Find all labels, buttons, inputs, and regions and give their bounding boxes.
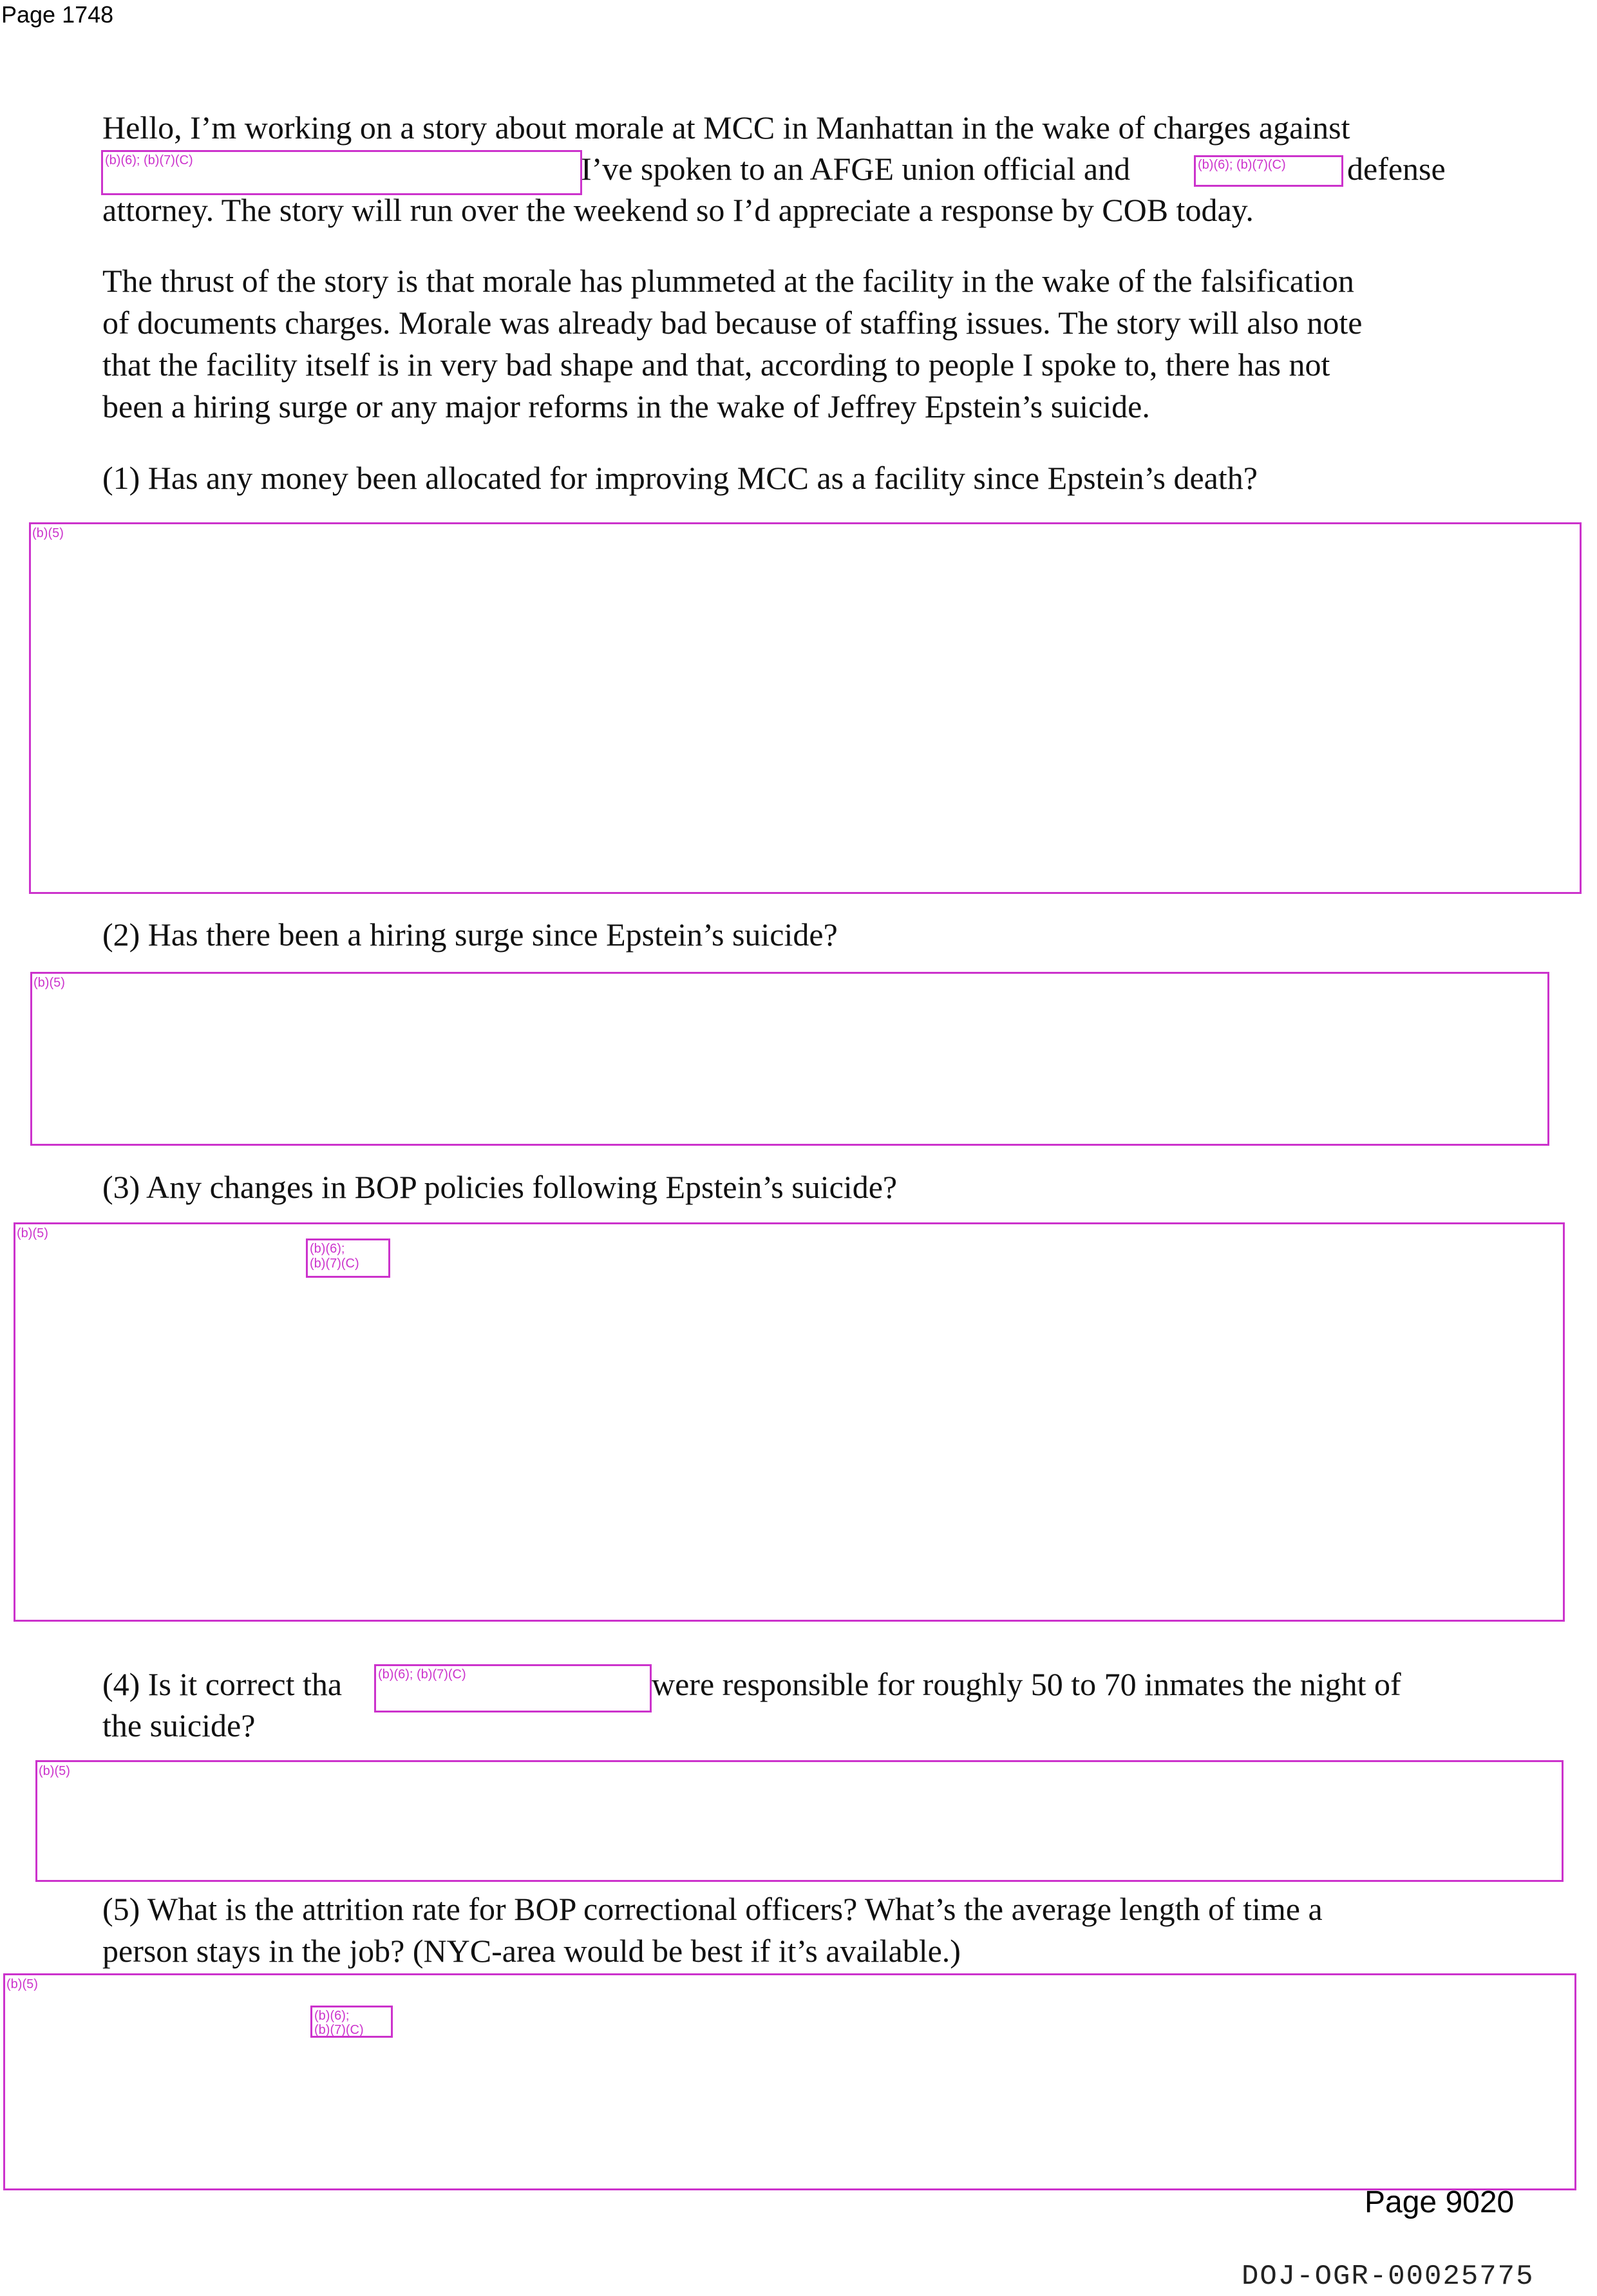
p2-line4: been a hiring surge or any major reforms in the wake of Jeffrey Epstein’s suicide. bbox=[102, 388, 1150, 424]
redaction-code: (b)(5) bbox=[32, 526, 64, 540]
p1-line2-end: defense bbox=[1347, 151, 1446, 187]
redaction-box-r8 bbox=[35, 1760, 1564, 1882]
redaction-box-r5 bbox=[14, 1222, 1565, 1622]
redaction-box-r7 bbox=[374, 1664, 652, 1713]
question-4-end: were responsible for roughly 50 to 70 inmates the night of bbox=[652, 1666, 1401, 1702]
redaction-code-line2: (b)(7)(C) bbox=[310, 1257, 359, 1271]
footer-page-number: Page 9020 bbox=[1365, 2185, 1515, 2219]
redaction-box-r2 bbox=[1194, 155, 1343, 187]
question-5-line2: person stays in the job? (NYC-area would be best if it’s available.) bbox=[102, 1933, 961, 1969]
redaction-code: (b)(5) bbox=[39, 1764, 70, 1778]
p1-line3: attorney. The story will run over the weekend so I’d appreciate a response by COB today. bbox=[102, 192, 1254, 228]
question-1: (1) Has any money been allocated for improving MCC as a facility since Epstein’s death? bbox=[102, 460, 1258, 496]
redaction-box-r1 bbox=[101, 150, 582, 195]
redaction-box-r6 bbox=[306, 1238, 390, 1278]
p2-line2: of documents charges. Morale was already bad because of staffing issues. The story will also note bbox=[102, 305, 1363, 341]
redaction-code-line1: (b)(6); bbox=[310, 1242, 345, 1256]
redaction-code-line2: (b)(7)(C) bbox=[314, 2023, 364, 2037]
p2-line3: that the facility itself is in very bad shape and that, according to people I spoke to, there has not bbox=[102, 346, 1330, 383]
redaction-code: (b)(5) bbox=[33, 976, 65, 990]
redaction-box-r3 bbox=[29, 522, 1582, 894]
p1-line1: Hello, I’m working on a story about morale at MCC in Manhattan in the wake of charges against bbox=[102, 109, 1350, 146]
question-2: (2) Has there been a hiring surge since Epstein’s suicide? bbox=[102, 916, 838, 953]
redaction-code: (b)(6); (b)(7)(C) bbox=[378, 1667, 466, 1682]
question-5-line1: (5) What is the attrition rate for BOP correctional officers? What’s the average length of time a bbox=[102, 1891, 1323, 1927]
redaction-code: (b)(5) bbox=[6, 1977, 38, 1991]
p1-line2-mid: I’ve spoken to an AFGE union official and bbox=[581, 151, 1131, 187]
question-4-line2: the suicide? bbox=[102, 1707, 256, 1743]
redaction-code: (b)(5) bbox=[17, 1226, 48, 1240]
redaction-code: (b)(6); (b)(7)(C) bbox=[1198, 158, 1286, 172]
page-header-label: Page 1748 bbox=[1, 1, 114, 28]
question-3: (3) Any changes in BOP policies following Epstein’s suicide? bbox=[102, 1169, 898, 1205]
redaction-box-r10 bbox=[310, 2006, 393, 2038]
redaction-code: (b)(6); (b)(7)(C) bbox=[105, 153, 193, 167]
redaction-code-line1: (b)(6); bbox=[314, 2009, 350, 2023]
p2-line1: The thrust of the story is that morale has plummeted at the facility in the wake of the falsification bbox=[102, 263, 1354, 299]
redaction-box-r4 bbox=[30, 972, 1549, 1146]
redaction-box-r9 bbox=[3, 1973, 1576, 2190]
question-4-start: (4) Is it correct tha bbox=[102, 1666, 343, 1702]
bates-number: DOJ-OGR-00025775 bbox=[1242, 2261, 1535, 2293]
